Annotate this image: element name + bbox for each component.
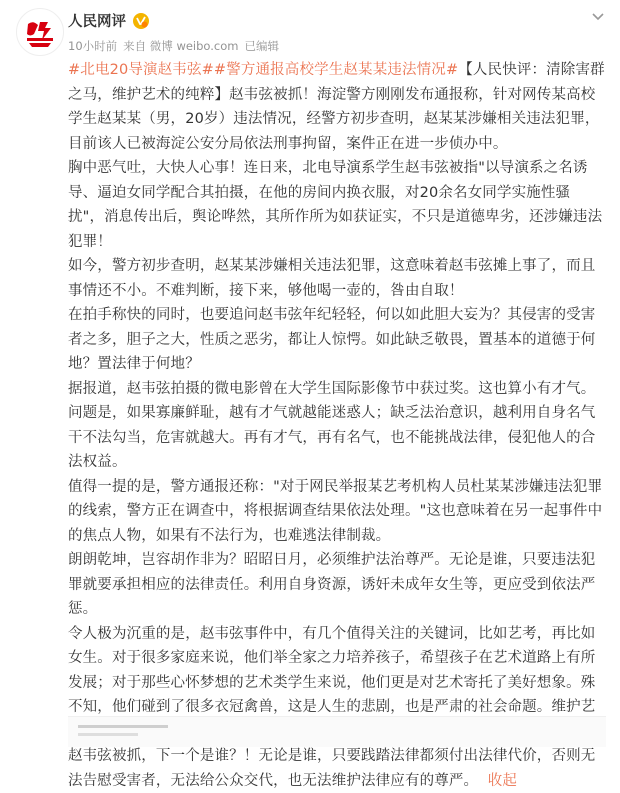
intro-paragraph <box>68 58 606 156</box>
avatar[interactable] <box>16 8 64 56</box>
edited-label: 已编辑 <box>244 39 279 53</box>
post-meta <box>68 38 279 54</box>
topic-tags[interactable]: #北电20导演赵韦弦##警方通报高校学生赵某某违法情况# <box>68 62 459 78</box>
people-net-logo-icon <box>18 10 62 54</box>
post-time[interactable]: 10小时前 <box>68 39 118 53</box>
author-row <box>68 10 150 31</box>
body-paragraph: 胸中恶气吐，大快人心事！连日来，北电导演系学生赵韦弦被指"以导演系之名诱导、逼迫女同学配合其拍摄，在他的房间内换衣服，对20余名女同学实施性骚扰"，消息传出后，舆论哗然，其所作所为如获证实，不只是道德卑劣，还涉嫌违法犯罪！ <box>68 160 603 250</box>
preview-line <box>78 733 138 736</box>
chevron-down-icon[interactable] <box>590 8 606 24</box>
closing-paragraph <box>68 744 606 793</box>
closing-text: 赵韦弦被抓，下一个是谁？！无论是谁，只要践踏法律都须付出法律代价，否则无法告慰受害者，无法给公众交代，也无法维护法律应有的尊严。 <box>68 748 596 789</box>
body-paragraph: 值得一提的是，警方通报还称："对于网民举报某艺考机构人员杜某某涉嫌违法犯罪的线索，警方正在调查中，将根据调查结果依法处理。"这也意味着在另一起事件中的焦点人物，如果有不法行为，也难逃法律制裁。 <box>68 478 603 544</box>
author-name[interactable]: 人民网评 <box>68 14 126 30</box>
collapse-link[interactable]: 收起 <box>487 772 518 789</box>
body-paragraph: 如今，警方初步查明，赵某某涉嫌相关违法犯罪，这意味着赵韦弦摊上事了，而且事情还不小。不难判断，接下来，够他喝一壶的，咎由自取！ <box>68 258 596 299</box>
body-paragraph: 在拍手称快的同时，也要追问赵韦弦年纪轻轻，何以如此胆大妄为？其侵害的受害者之多，胆子之大，性质之恶劣，都让人惊愕。如此缺乏敬畏，置基本的道德于何地？置法律于何地？ <box>68 307 596 372</box>
intro-text: 【人民快评：清除害群之马，维护艺术的纯粹】赵韦弦被抓！海淀警方刚刚发布通报称，针对网传某高校学生赵某某（男，20岁）违法情况，经警方初步查明，赵某某涉嫌相关违法犯罪，目前该人已被海淀公安分局依法刑事拘留，案件正在进一步侦办中。 <box>68 62 605 152</box>
post-source: 来自 微博 weibo.com <box>123 39 239 53</box>
body-paragraph: 令人极为沉重的是，赵韦弦事件中，有几个值得关注的关键词，比如艺考，再比如女生。对于很多家庭来说，他们举全家之力培养孩子，希望孩子在艺术道路上有所发展；对于那些心怀梦想的艺术类学生来说，他们更是对艺术寄托了美好想象。殊不知，他们碰到了很多衣冠禽兽，这是人生的悲剧，也是严肃的社会命题。维护艺 <box>68 625 596 715</box>
body-paragraph: 据报道，赵韦弦拍摄的微电影曾在大学生国际影像节中获过奖。这也算小有才气。问题是，如果寡廉鲜耻，越有才气就越能迷惑人；缺乏法治意识，越利用自身名气干不法勾当，危害就越大。再有才气，再有名气，也不能挑战法律，侵犯他人的合法权益。 <box>68 380 596 470</box>
attached-image-preview[interactable] <box>68 716 606 747</box>
gold-v-badge-icon <box>132 12 150 30</box>
preview-line <box>78 725 168 728</box>
body-paragraph: 朗朗乾坤，岂容胡作非为？昭昭日月，必须维护法治尊严。无论是谁，只要违法犯罪就要承担相应的法律责任。利用自身资源，诱奸未成年女生等，更应受到依法严惩。 <box>68 552 596 617</box>
post-content <box>68 58 606 793</box>
